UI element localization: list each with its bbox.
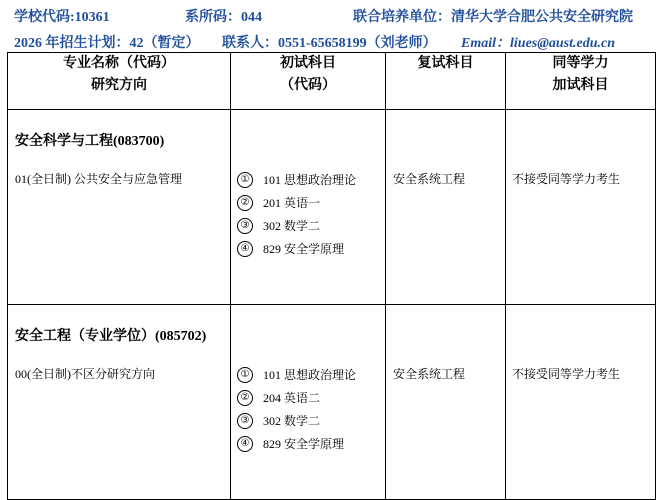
research-direction: 00(全日制)不区分研究方向: [15, 367, 155, 381]
subject-list: [237, 168, 356, 260]
subject-item: ② 201 英语一: [237, 191, 356, 214]
major-title: 安全工程（专业学位）(085702): [15, 329, 207, 344]
research-direction: 01(全日制) 公共安全与应急管理: [15, 172, 182, 186]
table-row: [8, 305, 656, 500]
retest-subject: 安全系统工程: [393, 367, 466, 381]
enrollment-plan: 2026 年招生计划：42（暂定）: [14, 36, 200, 51]
contact: 联系人：0551-65658199（刘老师）: [222, 36, 437, 51]
table-header-row: [8, 53, 656, 110]
number-circle-icon: ④: [237, 436, 253, 452]
subject-item: ① 101 思想政治理论: [237, 168, 356, 191]
joint-unit: 联合培养单位：清华大学合肥公共安全研究院: [353, 10, 633, 25]
equal-ability-note: 不接受同等学力考生: [512, 367, 621, 381]
dept-code: 系所码：044: [185, 10, 262, 25]
equal-cell: [506, 110, 656, 305]
col-header-retest: 复试科目: [386, 53, 506, 110]
exam-subjects-cell: [231, 110, 386, 305]
subject-item: ④ 829 安全学原理: [237, 432, 356, 455]
retest-cell: [386, 110, 506, 305]
email: Email：liues@aust.edu.cn: [461, 36, 616, 51]
number-circle-icon: ①: [237, 367, 253, 383]
subject-list: [237, 363, 356, 455]
exam-subjects-cell: [231, 305, 386, 500]
subject-item: ② 204 英语二: [237, 386, 356, 409]
number-circle-icon: ③: [237, 413, 253, 429]
header-row-1: [0, 7, 660, 29]
major-cell: [8, 305, 231, 500]
col-header-exam: 初试科目 （代码）: [231, 53, 386, 110]
subject-item: ① 101 思想政治理论: [237, 363, 356, 386]
retest-subject: 安全系统工程: [393, 172, 466, 186]
subject-item: ③ 302 数学二: [237, 214, 356, 237]
major-cell: [8, 110, 231, 305]
equal-cell: [506, 305, 656, 500]
number-circle-icon: ③: [237, 218, 253, 234]
table-row: [8, 110, 656, 305]
col-header-major: 专业名称（代码） 研究方向: [8, 53, 231, 110]
subject-item: ③ 302 数学二: [237, 409, 356, 432]
number-circle-icon: ①: [237, 172, 253, 188]
equal-ability-note: 不接受同等学力考生: [512, 172, 621, 186]
col-header-equal: 同等学力 加试科目: [506, 53, 656, 110]
admission-table: [7, 52, 656, 500]
number-circle-icon: ②: [237, 390, 253, 406]
number-circle-icon: ②: [237, 195, 253, 211]
school-code: 学校代码:10361: [14, 10, 110, 25]
subject-item: ④ 829 安全学原理: [237, 237, 356, 260]
retest-cell: [386, 305, 506, 500]
number-circle-icon: ④: [237, 241, 253, 257]
major-title: 安全科学与工程(083700): [15, 134, 165, 149]
